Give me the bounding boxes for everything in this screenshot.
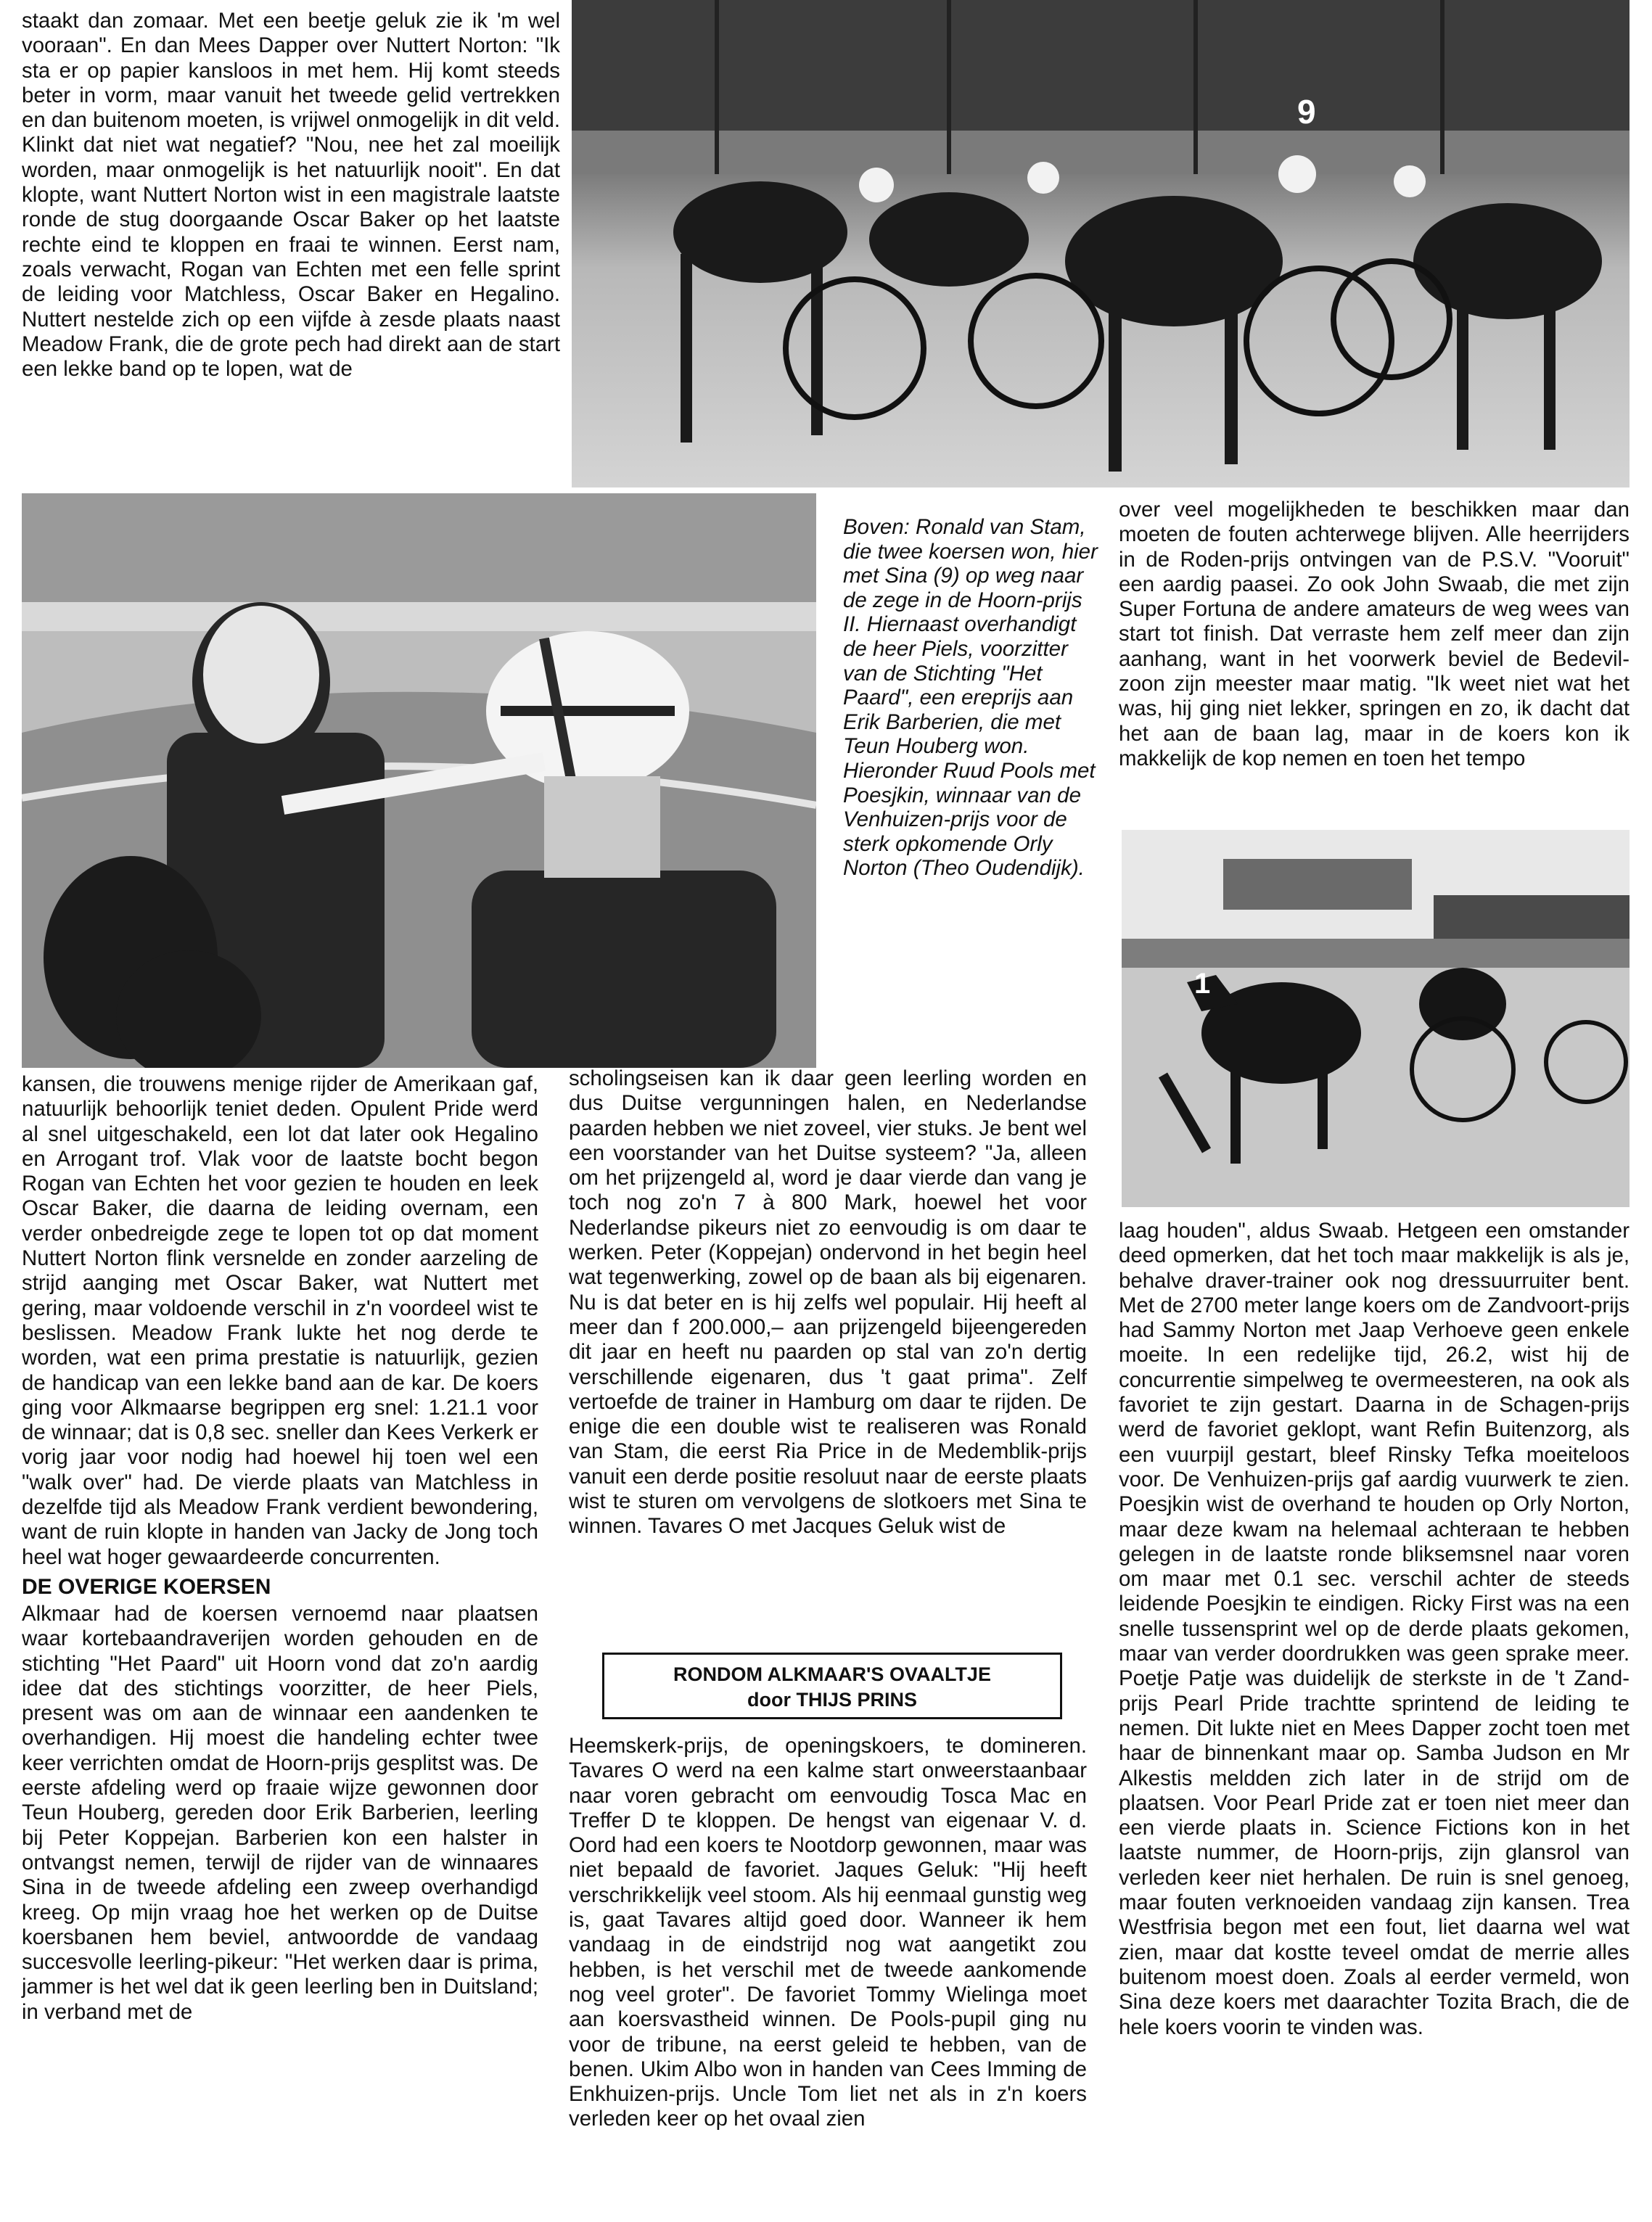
column-2-paragraph-2: Heemskerk-prijs, de openingskoers, te domineren. Tavares O werd na een kalme start onweerstaanbaar naar voren gebracht om eenvoudig Tosca Mac en Treffer D te kloppen. De hengst van eigenaar V. d. Oord had een koers te Nootdorp gewonnen, maar was niet bepaald de favoriet. Jaques Geluk: "Hij heeft verschrikkelijk veel stoom. Als hij eenmaal gunstig weg is, gaat Tavares altijd goed door. Wanneer ik hem vandaag in de eindstrijd nog wat aangetikt zou hebben, is het verschil met de tweede aankomende nog veel groter". De favoriet Tommy Wielinga moet aan koersvastheid winnen. De Pools-pupil ging nu voor de tribune, na eerst geleid te hebben, van de benen. Ukim Albo won in handen van Cees Imming de Enkhuizen-prijs. Uncle Tom liet net als in z'n koers verleden keer op het ovaal zien xyxy=(569,1734,1087,2131)
section-heading: DE OVERIGE KOERSEN xyxy=(22,1574,271,1599)
presentation-scene-icon xyxy=(22,493,816,1068)
column-3 xyxy=(1119,1219,1630,2040)
right-top-paragraph: over veel mogelijkheden te beschikken maar dan moeten de fouten achterwege blijven. Alle heerrijders in de Roden-prijs ontvingen van de P.S.V. "Vooruit" een aardig paasei. Zo ook John Swaab, die met zijn Super Fortuna de andere amateurs de weg wees van start tot finish. Dat verraste hem zelf meer dan zijn aanhang, want in het voorwerk beviel de Bedevil-zoon zijn meester maar matig. "Ik weet niet wat het was, hij ging niet lekker, springen en zo, ik dacht dat het aan de baan lag, maar in de koers kon ik makkelijk de kop nemen en toen het tempo xyxy=(1119,498,1630,770)
column-2-continued xyxy=(569,1734,1087,2132)
column-1 xyxy=(22,1072,538,2025)
race-scene-icon xyxy=(572,0,1630,487)
intro-paragraph: staakt dan zomaar. Met een beetje geluk zie ik 'm wel vooraan". En dan Mees Dapper over Nuttert Norton: "Ik sta er op papier kansloos in met hem. Hij komt steeds beter in vorm, maar vanuit het tweede gelid vertrekken en dan buitenom moeten, is vrijwel onmogelijk in dit veld. Klinkt dat niet wat negatief? "Nou, nee het zal moeilijk worden, maar onmogelijk is het natuurlijk nooit". En dat klopte, want Nuttert Norton wist in een magistrale laatste ronde de stug doorgaande Oscar Baker op het laatste rechte eind te kloppen en fraai te winnen. Eerst nam, zoals verwacht, Rogan van Echten met een felle sprint de leiding voor Matchless, Oscar Baker en Hegalino. Nuttert nestelde zich op een vijfde à zesde plaats naast Meadow Frank, die de grote pech had direkt aan de start een lekke band op te lopen, wat de xyxy=(22,9,560,382)
byline-title: RONDOM ALKMAAR'S OVAALTJE xyxy=(673,1663,991,1685)
caption-text: Boven: Ronald van Stam, die twee koersen won, hier met Sina (9) op weg naar de zege in de Hoorn-prijs II. Hiernaast overhandigt de heer Piels, voorzitter van de Stichting "Het Paard", een ereprijs aan Erik Barberien, die met Teun Houberg won. Hieronder Ruud Pools met Poesjkin, winnaar van de Venhuizen-prijs voor de sterk opkomende Orly Norton (Theo Oudendijk). xyxy=(843,515,1098,881)
column-2-paragraph: scholingseisen kan ik daar geen leerling worden en dus Duitse vergunningen halen, en Nederlandse paarden hebben we niet zoveel, vier stuks. Je bent wel een voorstander van het Duitse systeem? "Ja, alleen om het prijzengeld al, word je daar vierde dan vang je toch nog zo'n 7 à 800 Mark, hoewel het voor Nederlandse pikeurs niet zo eenvoudig is om daar te werken. Peter (Koppejan) ondervond in het begin heel wat tegenwerking, zowel op de baan als bij eigenaren. Nu is dat beter en is hij zelfs wel populair. Hij heeft al meer dan f 200.000,– aan prijzengeld bijeengereden dit jaar en heeft nu paarden op stal van zo'n dertig verschillende eigenaren, dus 't gaat prima". Zelf vertoefde de trainer in Hamburg om daar te rijden. De enige die een double wist te realiseren was Ronald van Stam, die eerst Ria Price in de Medemblik-prijs vanuit een derde positie resoluut naar de eerste plaats wist te sturen om vervolgens de slotkoers met Sina te winnen. Tavares O met Jacques Geluk wist de xyxy=(569,1066,1087,1539)
trotting-race-photo xyxy=(572,0,1630,487)
sulky-horse-photo xyxy=(1122,830,1630,1207)
column-1-paragraph-2: Alkmaar had de koersen vernoemd naar plaatsen waar kortebaandraverijen worden gehouden en de stichting "Het Paard" uit Hoorn vond dat zo'n aardig idee dat des stichtings voorzitter, de heer Piels, present was om aan de winnaar een aandenken te overhandigen. Hij moest die handeling echter twee keer verrichten omdat de Hoorn-prijs gesplitst was. De eerste afdeling werd op fraaie wijze gewonnen door Teun Houberg, gereden door Erik Barberien, leerling bij Peter Koppejan. Barberien kon een halster in ontvangst nemen, terwijl de rijder van de winnaares Sina in de tweede afdeling een zweep overhandigd kreeg. Op mijn vraag hoe het werken op de Duitse koersbanen hem beviel, antwoordde de vandaag succesvolle leerling-pikeur: "Het werken daar is prima, jammer is het wel dat ik geen leerling ben in Duitsland; in verband met de xyxy=(22,1601,538,2024)
photo-caption xyxy=(843,515,1104,881)
column-2 xyxy=(569,1066,1087,1539)
column-3-paragraph: laag houden", aldus Swaab. Hetgeen een omstander deed opmerken, dat het toch maar makkelijk is als je, behalve draver-trainer ook nog dressuurruiter bent. Met de 2700 meter lange koers om de Zandvoort-prijs had Sammy Norton met Jaap Verhoeve geen enkele moeite. In een redelijke tijd, 26.2, wist hij de concurrentie simpelweg te overmeesteren, na ook als favoriet te zijn gestart. Daarna in de Schagen-prijs werd de favoriet geklopt, want Refin Buitenzorg, als een vuurpijl gestart, bleef Rinsky Tefka moeiteloos voor. De Venhuizen-prijs gaf aardig vuurwerk te zien. Poesjkin wist de overhand te houden op Orly Norton, maar deze kwam na helemaal achteraan te hebben gelegen in de laatste ronde bliksemsnel naar voren om maar met 0.1 sec. verschil achter de steeds leidende Poesjkin te eindigen. Ricky First was na een snelle tussensprint wel op de derde plaats gekomen, maar van verder doordrukken was geen sprake meer. Poetje Patje was duidelijk de sterkste in de 't Zand-prijs Pearl Pride trachtte sprintend de leiding te nemen. Dit lukte niet en Mees Dapper zocht toen met haar de binnenkant maar op. Samba Judson en Mr Alkestis meldden zich later in de strijd om de plaatsen. Voor Pearl Pride zat er toen niet meer dan een vierde plaats in. Science Fictions kon in het laatste nummer, de Hoorn-prijs, zijn glansrol van verleden keer niet herhalen. De ruin is snel genoeg, maar fouten verknoeiden vandaag zijn kansen. Trea Westfrisia begon met een fout, liet daarna wel wat zien, maar dat kostte teveel omdat de merrie alles buitenom moest doen. Zoals al eerder vermeld, won Sina deze koers met daarachter Tozita Brach, die de hele koers voorin te vinden was. xyxy=(1119,1219,1630,2039)
intro-column xyxy=(22,9,560,382)
trophy-presentation-photo xyxy=(22,493,816,1068)
byline-author: door THIJS PRINS xyxy=(747,1689,918,1711)
right-column-top xyxy=(1119,498,1630,771)
saddle-number-top: 9 xyxy=(1297,93,1316,131)
byline-box xyxy=(602,1653,1062,1719)
sulky-scene-icon xyxy=(1122,830,1630,1207)
saddle-number-bottom: 1 xyxy=(1194,968,1211,1000)
column-1-paragraph: kansen, die trouwens menige rijder de Amerikaan gaf, natuurlijk behoorlijk teniet deden. Opulent Pride werd al snel uitgeschakeld, een lot dat later ook Hegalino en Arrogant trof. Vlak voor de laatste bocht begon Rogan van Echten het voor gezien te houden en leek Oscar Baker, die daarna de leiding overnam, een verder onbedreigde zege te lopen tot op dat moment Nuttert Norton flink versnelde en zonder aarzeling de strijd aanging met Oscar Baker, wat Nuttert met gering, maar voldoende verschil in z'n voordeel wist te beslissen. Meadow Frank lukte het nog derde te worden, wat een prima prestatie is natuurlijk, gezien de handicap van een lekke band aan de kar. De koers ging voor Alkmaarse begrippen erg snel: 1.21.1 voor de winnaar; dat is 0,8 sec. sneller dan Kees Verkerk er vorig jaar voor nodig had hoewel hij toen wel een "walk over" had. De vierde plaats van Matchless in dezelfde tijd als Meadow Frank verdient bewondering, want de ruin klopte in handen van Jacky de Jong toch heel wat hoger gewaardeerde concurrenten. xyxy=(22,1072,538,1569)
